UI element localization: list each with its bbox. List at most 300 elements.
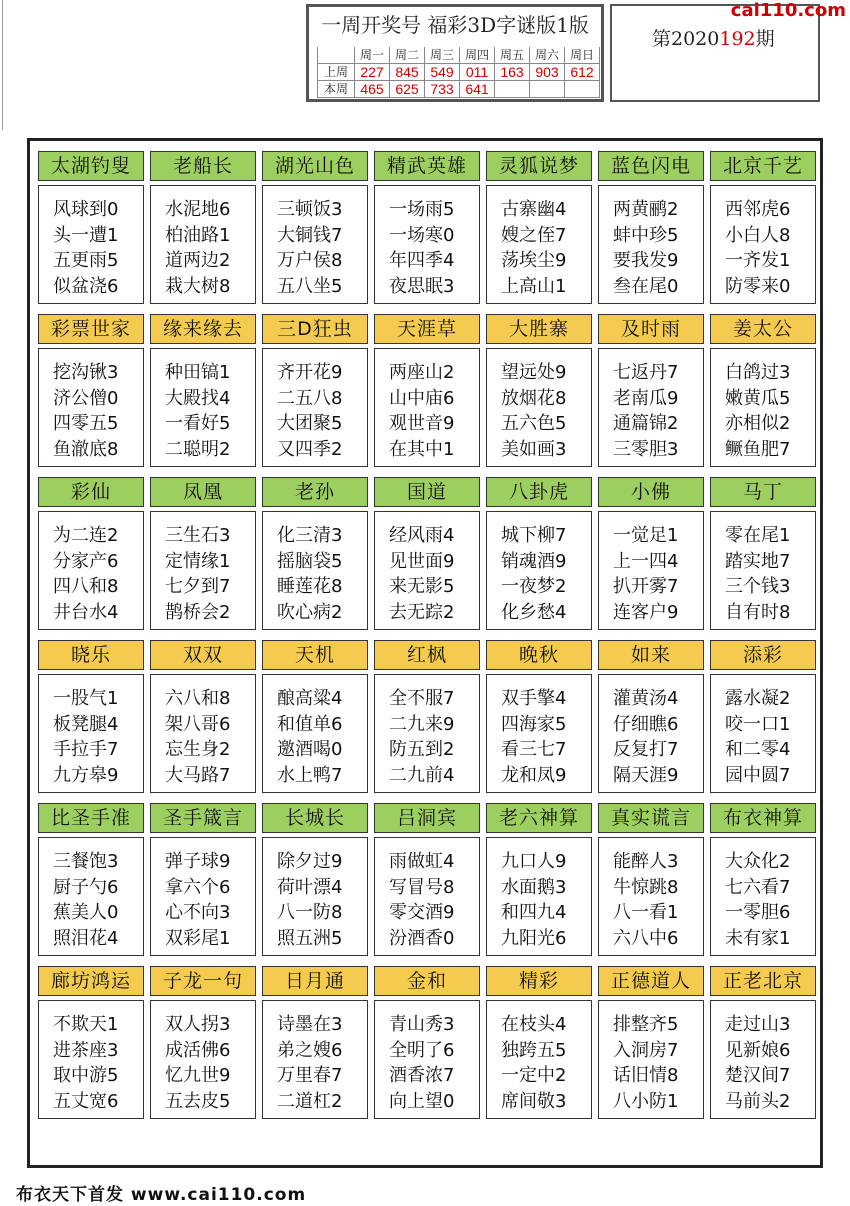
riddle-cell (38, 803, 144, 957)
clue-box (710, 1000, 816, 1119)
clue-line: 全明了6 (389, 1039, 455, 1061)
clue-line: 美如画3 (501, 438, 567, 460)
author-name-tag: 及时雨 (598, 314, 704, 344)
riddle-cell (262, 477, 368, 631)
clue-line: 双人拐3 (165, 1014, 231, 1035)
clue-line: 风球到0 (53, 199, 119, 220)
clue-line: 取中游5 (53, 1065, 119, 1086)
clue-line: 五丈宽6 (53, 1090, 119, 1112)
clue-line: 防零来0 (725, 275, 791, 297)
clue-line: 连客户9 (613, 601, 679, 623)
clue-box (486, 511, 592, 630)
riddle-cell (38, 640, 144, 794)
clue-box (150, 348, 256, 467)
clue-line: 一股气1 (53, 688, 119, 709)
clue-line: 八一防8 (277, 902, 343, 923)
author-name-tag: 老孙 (262, 477, 368, 507)
clue-line: 经风雨4 (389, 525, 455, 546)
clue-line: 未有家1 (725, 927, 791, 949)
clue-line: 照泪花4 (53, 927, 119, 949)
clue-line: 鹊桥会2 (165, 601, 231, 623)
author-name-tag: 北京千艺 (710, 151, 816, 181)
author-name-tag: 天涯草 (374, 314, 480, 344)
clue-line: 七夕到7 (165, 576, 231, 597)
draw-number (530, 81, 565, 98)
site-logo: cai110.com (730, 0, 846, 21)
clue-line: 除夕过9 (277, 851, 343, 872)
riddle-cell (486, 640, 592, 794)
clue-line: 九阳光6 (501, 927, 567, 949)
clue-line: 忘生身2 (165, 739, 231, 760)
clue-line: 隔天涯9 (613, 764, 679, 786)
author-name-tag: 精彩 (486, 966, 592, 996)
riddle-cell (38, 314, 144, 468)
clue-line: 仔细瞧6 (613, 713, 679, 735)
riddle-cell (374, 151, 480, 305)
author-name-tag: 国道 (374, 477, 480, 507)
clue-line: 架八哥6 (165, 713, 231, 735)
riddle-cell (710, 314, 816, 468)
clue-box (374, 348, 480, 467)
clue-line: 上一四4 (613, 550, 679, 572)
clue-box (150, 674, 256, 793)
clue-line: 三个钱3 (725, 576, 791, 597)
clue-line: 一场雨5 (389, 199, 455, 220)
riddle-cell (38, 151, 144, 305)
clue-line: 零交酒9 (389, 902, 455, 923)
riddle-cell (598, 966, 704, 1120)
clue-box (262, 1000, 368, 1119)
draw-number (495, 81, 530, 98)
author-name-tag: 湖光山色 (262, 151, 368, 181)
draw-number: 641 (460, 81, 495, 98)
day-label: 周二 (390, 47, 425, 64)
author-name-tag: 凤凰 (150, 477, 256, 507)
clue-line: 二九前4 (389, 764, 455, 786)
clue-line: 齐开花9 (277, 362, 343, 383)
clue-line: 反复打7 (613, 739, 679, 760)
clue-line: 九方皋9 (53, 764, 119, 786)
clue-line: 井台水4 (53, 601, 119, 623)
author-name-tag: 金和 (374, 966, 480, 996)
clue-line: 头一遭1 (53, 224, 119, 246)
author-name-tag: 比圣手准 (38, 803, 144, 833)
clue-line: 话旧情8 (613, 1065, 679, 1086)
author-name-tag: 吕洞宾 (374, 803, 480, 833)
clue-line: 汾酒香0 (389, 927, 455, 949)
clue-line: 一场寒0 (389, 224, 455, 246)
clue-line: 柏油路1 (165, 224, 231, 246)
author-name-tag: 蓝色闪电 (598, 151, 704, 181)
clue-box (262, 511, 368, 630)
author-name-tag: 正德道人 (598, 966, 704, 996)
clue-line: 四零五5 (53, 413, 119, 434)
clue-line: 鳜鱼肥7 (725, 438, 791, 460)
clue-box (38, 185, 144, 304)
author-name-tag: 小佛 (598, 477, 704, 507)
clue-line: 和二零4 (725, 739, 791, 760)
author-name-tag: 子龙一句 (150, 966, 256, 996)
clue-line: 在其中1 (389, 438, 455, 460)
clue-line: 拿六个6 (165, 876, 231, 898)
riddle-cell (598, 151, 704, 305)
clue-line: 向上望0 (389, 1090, 455, 1112)
clue-line: 观世音9 (389, 413, 455, 434)
corner-cell (318, 47, 355, 64)
clue-box (38, 348, 144, 467)
clue-line: 见新娘6 (725, 1039, 791, 1061)
riddle-cell (374, 477, 480, 631)
clue-line: 在枝头4 (501, 1014, 567, 1035)
clue-box (598, 674, 704, 793)
clue-line: 写冒号8 (389, 876, 455, 898)
riddle-cell (486, 477, 592, 631)
clue-line: 见世面9 (389, 550, 455, 572)
author-name-tag: 天机 (262, 640, 368, 670)
last-week-label: 上周 (318, 64, 355, 81)
clue-line: 厨子勺6 (53, 876, 119, 898)
riddle-cell (374, 966, 480, 1120)
clue-line: 扒开雾7 (613, 576, 679, 597)
riddle-cell (150, 966, 256, 1120)
clue-line: 看三七7 (501, 739, 567, 760)
riddle-cell (374, 314, 480, 468)
clue-line: 去无踪2 (389, 601, 455, 623)
clue-line: 独跨五5 (501, 1039, 567, 1061)
results-title: 一周开奖号 福彩3D字谜版1版 (321, 13, 589, 37)
clue-line: 二聪明2 (165, 438, 231, 460)
this-week-label: 本周 (318, 81, 355, 98)
riddle-cell (710, 966, 816, 1120)
day-label: 周一 (355, 47, 390, 64)
clue-line: 邀酒喝0 (277, 739, 343, 760)
clue-line: 水面鹅3 (501, 876, 567, 898)
draw-number: 733 (425, 81, 460, 98)
riddle-cell (710, 640, 816, 794)
clue-line: 忆九世9 (165, 1065, 231, 1086)
clue-line: 和四九4 (501, 902, 567, 923)
clue-line: 定情缘1 (165, 550, 231, 572)
clue-line: 一定中2 (501, 1065, 567, 1086)
clue-line: 四八和8 (53, 576, 119, 597)
clue-line: 酒香浓7 (389, 1065, 455, 1086)
clue-line: 大众化2 (725, 851, 791, 872)
clue-line: 三餐饱3 (53, 851, 119, 872)
clue-line: 又四季2 (277, 438, 343, 460)
clue-line: 化三清3 (277, 525, 343, 546)
clue-line: 挖沟锹3 (53, 362, 119, 383)
riddle-cell (374, 803, 480, 957)
draw-number: 903 (530, 64, 565, 81)
clue-line: 要我发9 (613, 250, 679, 271)
issue-number (652, 24, 775, 51)
clue-line: 一齐发1 (725, 250, 791, 271)
clue-box (38, 674, 144, 793)
page-edge-rule (2, 0, 3, 130)
riddle-cell (262, 966, 368, 1120)
clue-line: 三生石3 (165, 525, 231, 546)
author-name-tag: 彩票世家 (38, 314, 144, 344)
clue-box (710, 348, 816, 467)
clue-box (374, 511, 480, 630)
clue-line: 入洞房7 (613, 1039, 679, 1061)
clue-box (374, 674, 480, 793)
author-name-tag: 太湖钓叟 (38, 151, 144, 181)
results-table (317, 47, 600, 98)
clue-line: 为二连2 (53, 525, 119, 546)
clue-line: 荡埃尘9 (501, 250, 567, 271)
clue-line: 古寨幽4 (501, 199, 567, 220)
draw-number: 227 (355, 64, 390, 81)
clue-line: 二五八8 (277, 387, 343, 409)
clue-line: 小白人8 (725, 224, 791, 246)
clue-line: 照五洲5 (277, 927, 343, 949)
clue-line: 成活佛6 (165, 1039, 231, 1061)
riddle-cell (262, 314, 368, 468)
clue-line: 销魂酒9 (501, 550, 567, 572)
clue-line: 进茶座3 (53, 1039, 119, 1061)
clue-line: 大铜钱7 (277, 224, 343, 246)
riddle-cell (710, 803, 816, 957)
this-week-row (318, 81, 600, 98)
clue-box (150, 511, 256, 630)
riddle-cell (486, 314, 592, 468)
clue-box (486, 1000, 592, 1119)
clue-line: 灌黄汤4 (613, 688, 679, 709)
clue-line: 似盆浇6 (53, 275, 119, 297)
clue-line: 心不向3 (165, 902, 231, 923)
author-name-tag: 晚秋 (486, 640, 592, 670)
clue-line: 蚌中珍5 (613, 224, 679, 246)
clue-line: 一夜梦2 (501, 576, 567, 597)
clue-line: 水泥地6 (165, 199, 231, 220)
clue-line: 一零胆6 (725, 902, 791, 923)
clue-line: 栽大树8 (165, 275, 231, 297)
author-name-tag: 正老北京 (710, 966, 816, 996)
clue-box (38, 837, 144, 956)
author-name-tag: 如来 (598, 640, 704, 670)
clue-box (710, 837, 816, 956)
riddle-cell (598, 640, 704, 794)
clue-line: 摇脑袋5 (277, 550, 343, 572)
clue-line: 济公僧0 (53, 387, 119, 409)
riddle-grid (38, 151, 816, 1120)
clue-line: 来无影5 (389, 576, 455, 597)
day-label: 周五 (495, 47, 530, 64)
clue-line: 西邻虎6 (725, 199, 791, 220)
clue-line: 八小防1 (613, 1090, 679, 1112)
clue-line: 全不服7 (389, 688, 455, 709)
clue-line: 板凳腿4 (53, 713, 119, 735)
clue-line: 万户侯8 (277, 250, 343, 271)
clue-line: 白鸽过3 (725, 362, 791, 383)
clue-line: 年四季4 (389, 250, 455, 271)
clue-box (262, 185, 368, 304)
clue-line: 零在尾1 (725, 525, 791, 546)
day-label: 周日 (565, 47, 600, 64)
last-week-row (318, 64, 600, 81)
clue-line: 放烟花8 (501, 387, 567, 409)
clue-line: 走过山3 (725, 1014, 791, 1035)
author-name-tag: 彩仙 (38, 477, 144, 507)
clue-line: 双手擎4 (501, 688, 567, 709)
draw-number: 549 (425, 64, 460, 81)
author-name-tag: 日月通 (262, 966, 368, 996)
draw-number: 612 (565, 64, 600, 81)
clue-line: 和值单6 (277, 713, 343, 735)
clue-line: 城下柳7 (501, 525, 567, 546)
issue-suffix: 期 (755, 28, 775, 50)
draw-number: 465 (355, 81, 390, 98)
clue-line: 踏实地7 (725, 550, 791, 572)
clue-line: 分家产6 (53, 550, 119, 572)
clue-box (598, 1000, 704, 1119)
clue-box (598, 511, 704, 630)
clue-line: 万里春7 (277, 1065, 343, 1086)
clue-line: 山中庙6 (389, 387, 455, 409)
clue-line: 水上鸭7 (277, 764, 343, 786)
draw-number: 163 (495, 64, 530, 81)
author-name-tag: 老船长 (150, 151, 256, 181)
clue-line: 龙和凤9 (501, 764, 567, 786)
clue-line: 望远处9 (501, 362, 567, 383)
clue-box (710, 511, 816, 630)
author-name-tag: 长城长 (262, 803, 368, 833)
clue-line: 嫩黄瓜5 (725, 387, 791, 409)
riddle-cell (150, 803, 256, 957)
clue-line: 五去皮5 (165, 1090, 231, 1112)
clue-box (150, 185, 256, 304)
author-name-tag: 马丁 (710, 477, 816, 507)
author-name-tag: 老六神算 (486, 803, 592, 833)
clue-box (262, 837, 368, 956)
clue-line: 大团聚5 (277, 413, 343, 434)
author-name-tag: 添彩 (710, 640, 816, 670)
draw-number: 845 (390, 64, 425, 81)
clue-line: 八一看1 (613, 902, 679, 923)
results-day-row (318, 47, 600, 64)
author-name-tag: 大胜寨 (486, 314, 592, 344)
clue-box (710, 185, 816, 304)
clue-line: 道两边2 (165, 250, 231, 271)
clue-line: 一觉足1 (613, 525, 679, 546)
clue-line: 青山秀3 (389, 1014, 455, 1035)
riddle-cell (598, 314, 704, 468)
clue-line: 蕉美人0 (53, 902, 119, 923)
riddle-cell (262, 151, 368, 305)
weekly-results-panel (306, 4, 604, 102)
clue-box (374, 1000, 480, 1119)
author-name-tag: 三D狂虫 (262, 314, 368, 344)
clue-line: 露水凝2 (725, 688, 791, 709)
author-name-tag: 廊坊鸿运 (38, 966, 144, 996)
clue-line: 两座山2 (389, 362, 455, 383)
clue-line: 亦相似2 (725, 413, 791, 434)
clue-line: 排整齐5 (613, 1014, 679, 1035)
clue-line: 双彩尾1 (165, 927, 231, 949)
clue-line: 六八和8 (165, 688, 231, 709)
clue-line: 一看好5 (165, 413, 231, 434)
riddle-cell (150, 151, 256, 305)
clue-line: 九口人9 (501, 851, 567, 872)
clue-box (486, 837, 592, 956)
clue-line: 弹子球9 (165, 851, 231, 872)
clue-line: 能醉人3 (613, 851, 679, 872)
clue-line: 老南瓜9 (613, 387, 679, 409)
clue-line: 七返丹7 (613, 362, 679, 383)
clue-line: 睡莲花8 (277, 576, 343, 597)
clue-line: 牛惊跳8 (613, 876, 679, 898)
clue-line: 吹心病2 (277, 601, 343, 623)
clue-line: 叁在尾0 (613, 275, 679, 297)
clue-line: 五更雨5 (53, 250, 119, 271)
clue-line: 荷叶漂4 (277, 876, 343, 898)
clue-box (150, 837, 256, 956)
clue-line: 自有时8 (725, 601, 791, 623)
clue-line: 席间敬3 (501, 1090, 567, 1112)
riddle-cell (38, 477, 144, 631)
clue-box (486, 348, 592, 467)
clue-box (150, 1000, 256, 1119)
clue-box (486, 674, 592, 793)
clue-line: 嫂之侄7 (501, 224, 567, 246)
riddle-cell (598, 803, 704, 957)
clue-line: 楚汉间7 (725, 1065, 791, 1086)
author-name-tag: 姜太公 (710, 314, 816, 344)
clue-box (486, 185, 592, 304)
clue-line: 雨做虹4 (389, 851, 455, 872)
clue-line: 二九来9 (389, 713, 455, 735)
clue-box (710, 674, 816, 793)
day-label: 周三 (425, 47, 460, 64)
author-name-tag: 双双 (150, 640, 256, 670)
issue-digits: 192 (719, 28, 756, 50)
riddle-cell (486, 966, 592, 1120)
clue-line: 化乡愁4 (501, 601, 567, 623)
clue-line: 两黄鹂2 (613, 199, 679, 220)
riddle-cell (150, 314, 256, 468)
clue-line: 园中圆7 (725, 764, 791, 786)
clue-line: 不欺天1 (53, 1014, 119, 1035)
clue-line: 三零胆3 (613, 438, 679, 460)
clue-box (38, 1000, 144, 1119)
draw-number: 625 (390, 81, 425, 98)
riddle-cell (150, 640, 256, 794)
clue-line: 马前头2 (725, 1090, 791, 1112)
clue-line: 大殿找4 (165, 387, 231, 409)
clue-box (374, 185, 480, 304)
clue-line: 弟之嫂6 (277, 1039, 343, 1061)
clue-line: 四海家5 (501, 713, 567, 735)
riddle-cell (262, 803, 368, 957)
riddle-cell (486, 151, 592, 305)
footer-credit: 布衣天下首发 www.cai110.com (16, 1185, 307, 1205)
draw-number (565, 81, 600, 98)
clue-line: 手拉手7 (53, 739, 119, 760)
author-name-tag: 精武英雄 (374, 151, 480, 181)
riddle-cell (262, 640, 368, 794)
clue-box (598, 837, 704, 956)
clue-line: 三顿饭3 (277, 199, 343, 220)
riddle-cell (710, 151, 816, 305)
clue-box (598, 348, 704, 467)
riddle-cell (374, 640, 480, 794)
clue-line: 六八中6 (613, 927, 679, 949)
clue-line: 五六色5 (501, 413, 567, 434)
clue-line: 通篇锦2 (613, 413, 679, 434)
clue-line: 上高山1 (501, 275, 567, 297)
clue-line: 大马路7 (165, 764, 231, 786)
